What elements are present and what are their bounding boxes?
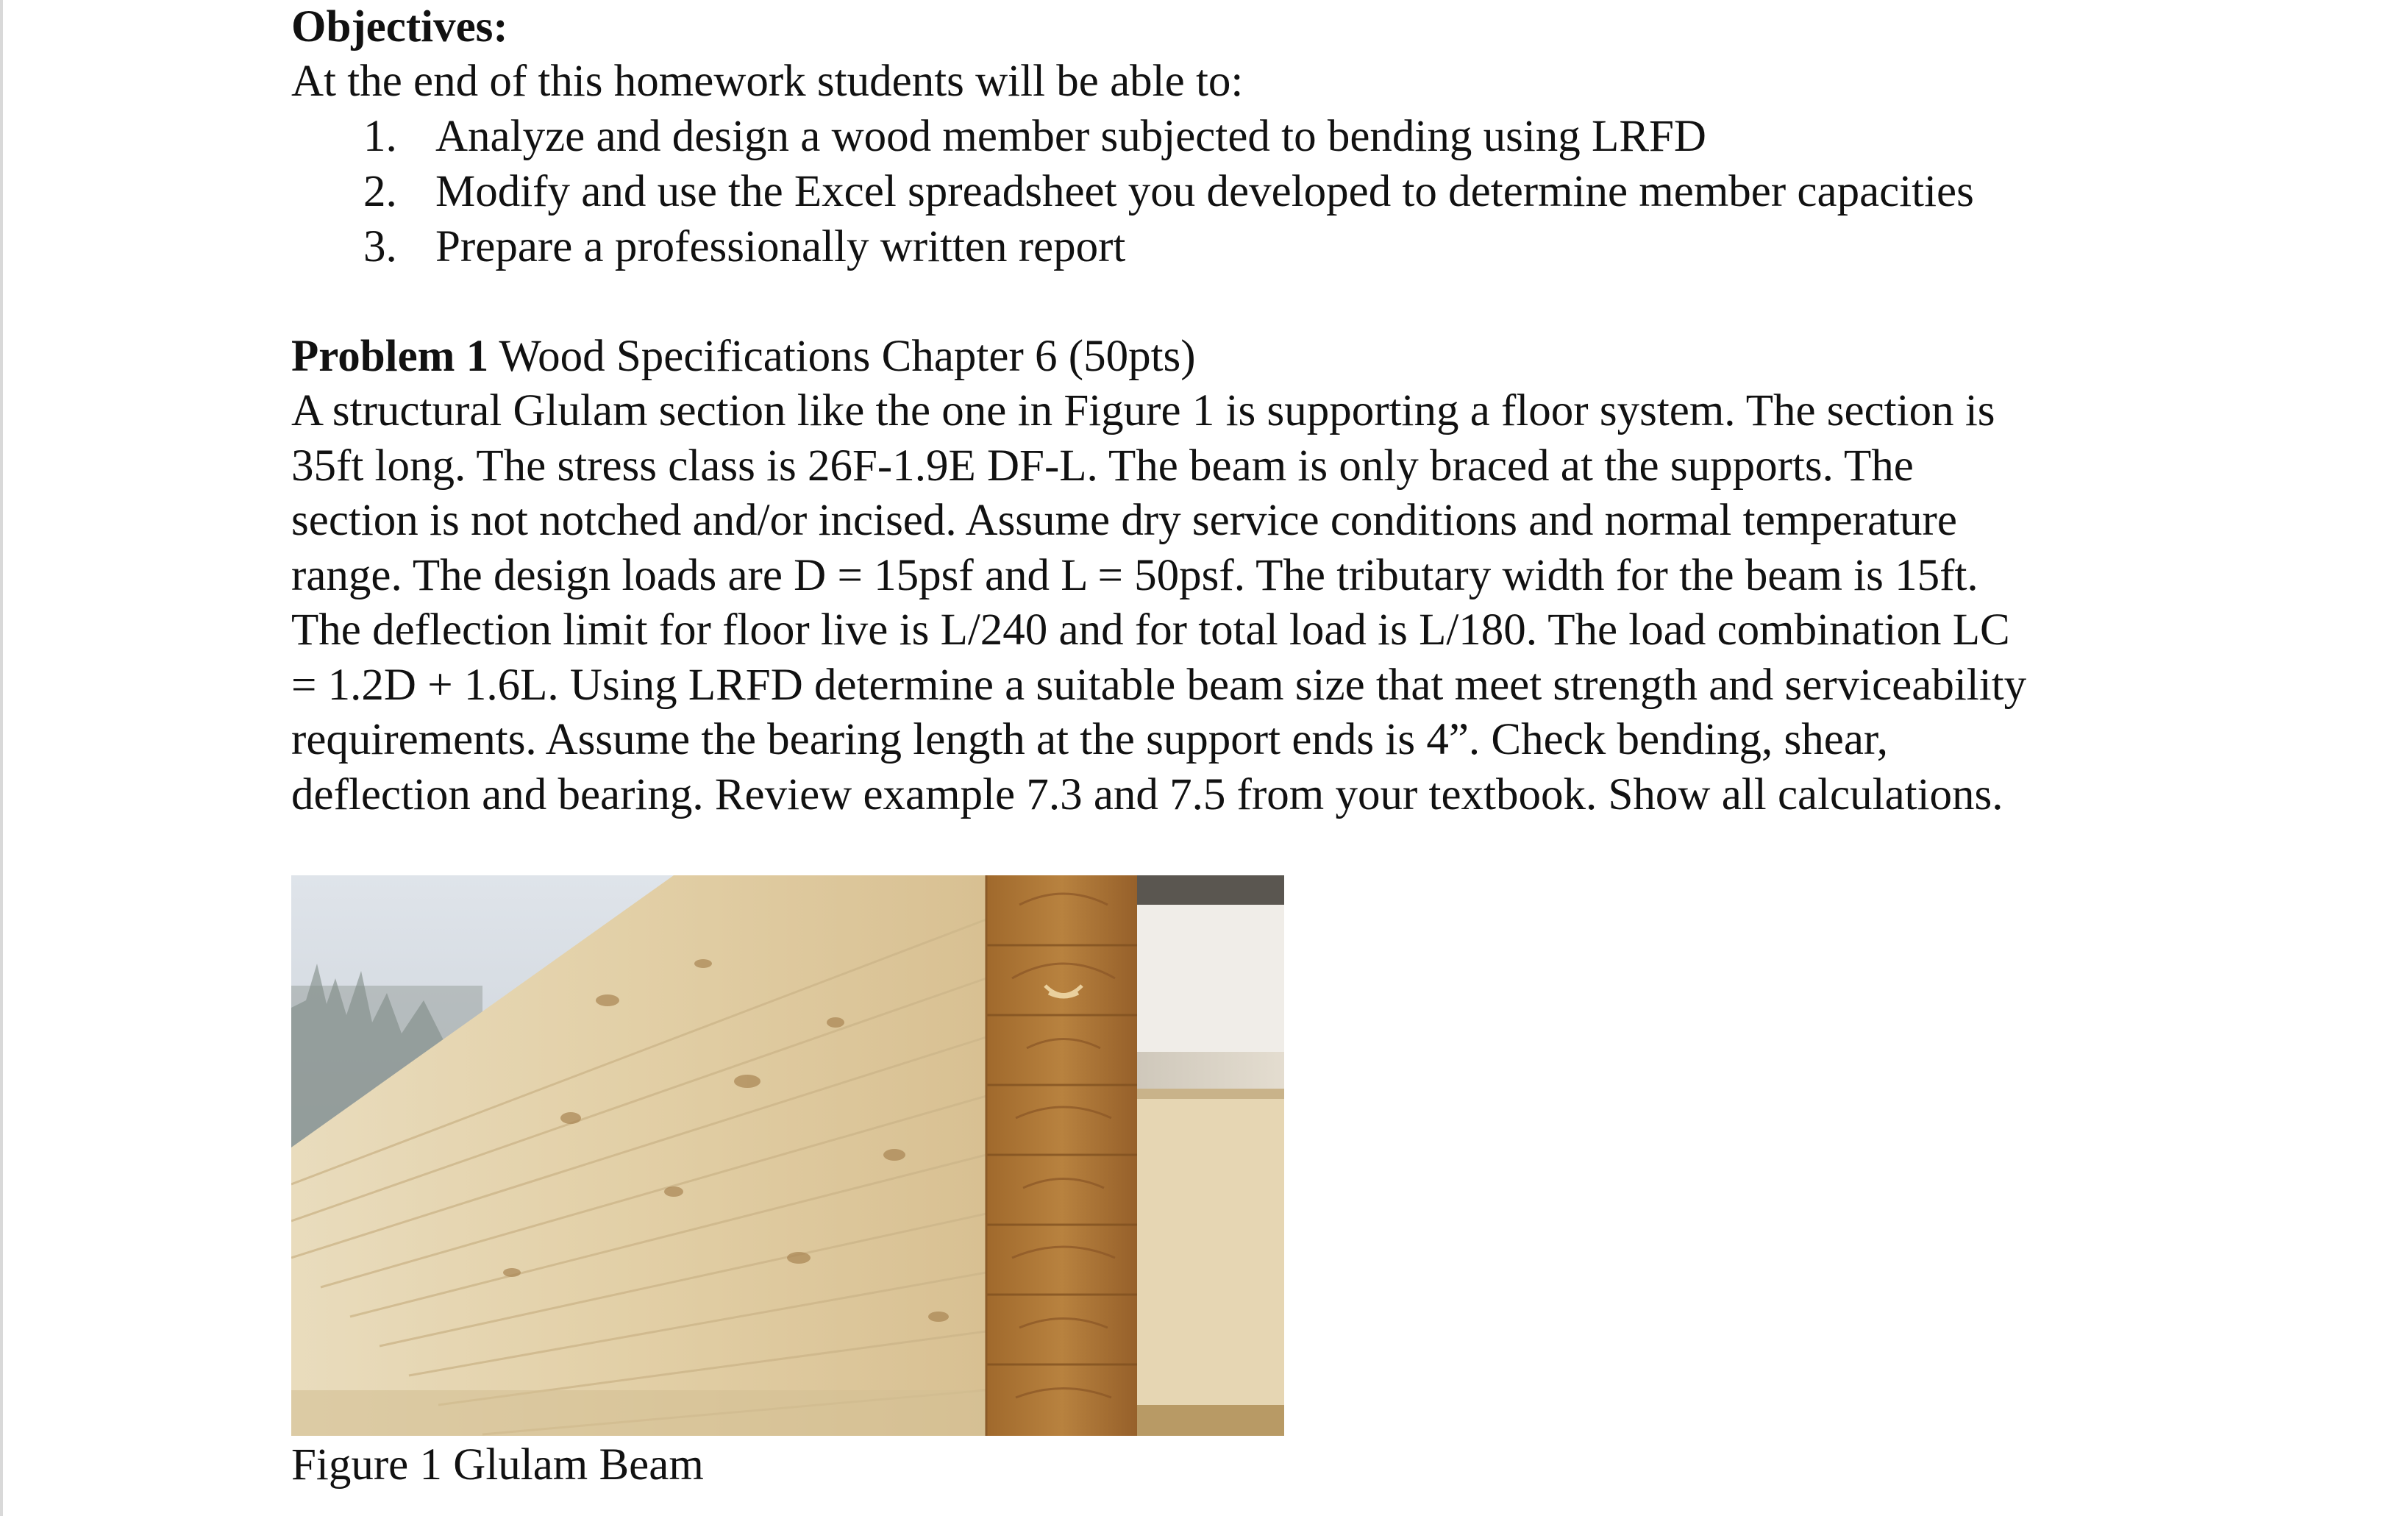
figure-caption: Figure 1 Glulam Beam: [291, 1440, 704, 1490]
problem-text-line: range. The design loads are D = 15psf and L = 50psf. The tributary width for the beam is 15ft.: [291, 550, 1978, 600]
page-left-edge: [0, 0, 3, 1516]
problem-label: Problem 1: [291, 332, 489, 381]
objectives-intro: At the end of this homework students will be able to:: [291, 57, 1244, 106]
objective-item: [291, 164, 2204, 219]
objective-number: 3.: [363, 222, 397, 271]
problem-title: [291, 330, 2204, 384]
objective-text: Prepare a professionally written report: [435, 222, 1126, 271]
objective-item: [291, 109, 2204, 164]
objective-text: Analyze and design a wood member subjected to bending using LRFD: [435, 112, 1706, 161]
glulam-beam-photo: [291, 875, 1284, 1436]
problem-text-line: A structural Glulam section like the one in Figure 1 is supporting a floor system. The section is: [291, 386, 1995, 435]
objectives-list: [291, 109, 2204, 274]
objective-number: 2.: [363, 167, 397, 216]
objective-number: 1.: [363, 112, 397, 161]
objective-text: Modify and use the Excel spreadsheet you developed to determine member capacities: [435, 167, 1974, 216]
objectives-heading: Objectives:: [291, 2, 508, 51]
objective-item: [291, 219, 2204, 274]
problem-section: [291, 330, 2204, 822]
problem-title-text: Wood Specifications Chapter 6 (50pts): [488, 332, 1196, 381]
document-body: [291, 0, 2204, 822]
problem-text-line: = 1.2D + 1.6L. Using LRFD determine a suitable beam size that meet strength and serviceability: [291, 660, 2027, 710]
problem-text-line: 35ft long. The stress class is 26F-1.9E DF-L. The beam is only braced at the supports. The: [291, 441, 1914, 491]
problem-text-line: deflection and bearing. Review example 7.3 and 7.5 from your textbook. Show all calculations.: [291, 769, 2003, 819]
problem-text-line: The deflection limit for floor live is L/240 and for total load is L/180. The load combination LC: [291, 605, 2010, 655]
problem-text-line: requirements. Assume the bearing length at the support ends is 4”. Check bending, shear,: [291, 715, 1889, 764]
problem-text-line: section is not notched and/or incised. Assume dry service conditions and normal temperature: [291, 496, 1957, 545]
